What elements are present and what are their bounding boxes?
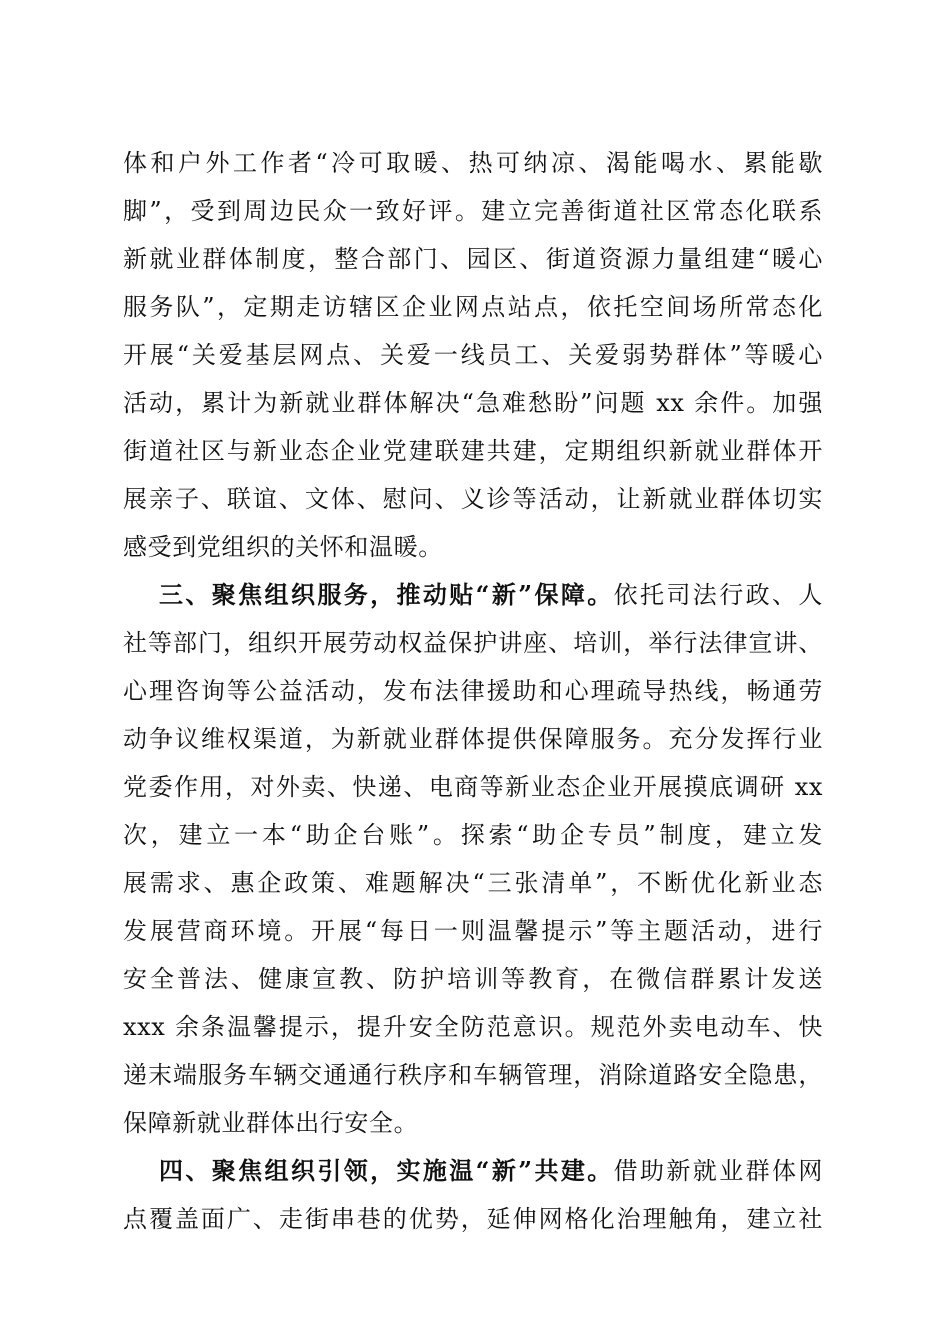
paragraph-2-first-line-rest: 依托司法行政、人	[613, 581, 823, 609]
paragraph-3-first-line-rest: 借助新就业群体网	[613, 1157, 823, 1185]
paragraph-2-line-4: 动争议维权渠道，为新就业群体提供保障服务。充分发挥行业	[123, 725, 823, 753]
paragraph-3-first-line	[159, 1153, 823, 1189]
paragraph-2-line-3: 心理咨询等公益活动，发布法律援助和心理疏导热线，畅通劳	[123, 677, 823, 705]
paragraph-1-line-1: 体和户外工作者“冷可取暖、热可纳凉、渴能喝水、累能歇	[123, 149, 823, 177]
paragraph-2-line-11: 递末端服务车辆交通通行秩序和车辆管理，消除道路安全隐患，	[123, 1061, 823, 1089]
paragraph-1-line-2: 脚”，受到周边民众一致好评。建立完善街道社区常态化联系	[123, 197, 823, 225]
paragraph-1-line-7: 街道社区与新业态企业党建联建共建，定期组织新就业群体开	[123, 437, 823, 465]
paragraph-1-line-6: 活动，累计为新就业群体解决“急难愁盼”问题 xx 余件。加强	[123, 389, 823, 417]
paragraph-2-first-line	[159, 577, 823, 613]
paragraph-2-line-8: 发展营商环境。开展“每日一则温馨提示”等主题活动，进行	[123, 917, 823, 945]
paragraph-2-line-2: 社等部门，组织开展劳动权益保护讲座、培训，举行法律宣讲、	[123, 629, 823, 657]
paragraph-2-line-12: 保障新就业群体出行安全。	[123, 1109, 419, 1137]
paragraph-2-line-5: 党委作用，对外卖、快递、电商等新业态企业开展摸底调研 xx	[123, 773, 823, 801]
paragraph-2-line-6: 次，建立一本“助企台账”。探索“助企专员”制度，建立发	[123, 821, 823, 849]
paragraph-1-line-9: 感受到党组织的关怀和温暖。	[123, 533, 443, 561]
paragraph-2-line-7: 展需求、惠企政策、难题解决“三张清单”，不断优化新业态	[123, 869, 823, 897]
paragraph-1-line-4: 服务队”，定期走访辖区企业网点站点，依托空间场所常态化	[123, 293, 823, 321]
paragraph-1-line-5: 开展“关爱基层网点、关爱一线员工、关爱弱势群体”等暖心	[123, 341, 823, 369]
paragraph-1-line-8: 展亲子、联谊、文体、慰问、义诊等活动，让新就业群体切实	[123, 485, 823, 513]
paragraph-2-line-9: 安全普法、健康宣教、防护培训等教育，在微信群累计发送	[123, 965, 823, 993]
paragraph-3-line-2: 点覆盖面广、走街串巷的优势，延伸网格化治理触角，建立社	[123, 1205, 823, 1233]
paragraph-2-heading: 三、聚焦组织服务，推动贴“新”保障。	[159, 580, 614, 609]
paragraph-1-line-3: 新就业群体制度，整合部门、园区、街道资源力量组建“暖心	[123, 245, 823, 273]
paragraph-3-heading: 四、聚焦组织引领，实施温“新”共建。	[159, 1156, 614, 1185]
paragraph-2-line-10: xxx 余条温馨提示，提升安全防范意识。规范外卖电动车、快	[123, 1013, 823, 1041]
